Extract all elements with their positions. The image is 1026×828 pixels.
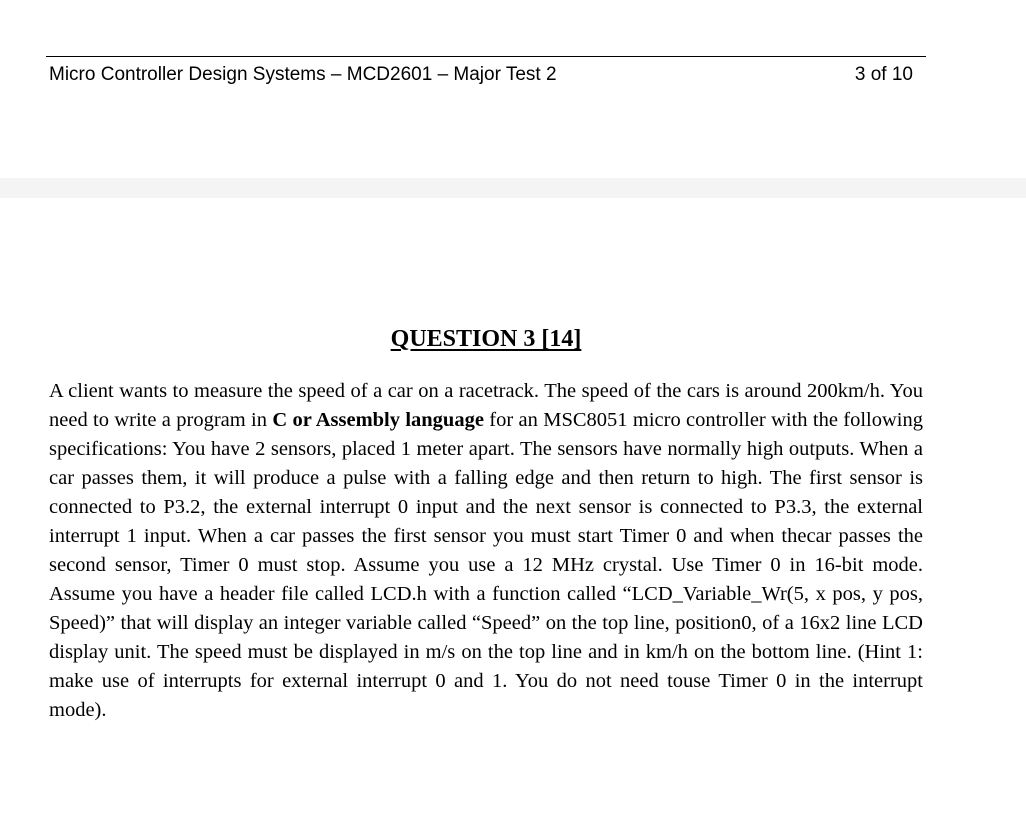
header-rule xyxy=(46,56,926,57)
question-title: QUESTION 3 [14] xyxy=(390,326,582,352)
page-separator xyxy=(0,178,1026,198)
question-body-emphasis: C or Assembly language xyxy=(272,409,484,431)
page-number: 3 of 10 xyxy=(854,64,913,85)
question-body-text-2: for an MSC8051 micro controller with the following specifications: You have 2 sensors, placed 1 meter apart. The sensors have normally high outputs. When a car passes them, it will produce a pulse with a falling edge and then return to high. The first sensor is connected to P3.2, the external interrupt 0 input and the next sensor is connected to P3.3, the external interrupt 1 input. When a car passes the first sensor you must start Timer 0 and when thecar passes the second sensor, Timer 0 must stop. Assume you use a 12 MHz crystal. Use Timer 0 in 16-bit mode. Assume you have a header file called LCD.h with a function called “LCD_Variable_Wr(5, x pos, y pos, Speed)” that will display an integer variable called “Speed” on the top line, position0, of a 16x2 line LCD display unit. The speed must be displayed in m/s on the top line and in km/h on the bottom line. (Hint 1: make use of interrupts for external interrupt 0 and 1. You do not need touse Timer 0 in the interrupt mode). xyxy=(49,409,923,721)
question-body xyxy=(49,377,923,725)
question-body-text-1: A client wants to measure the speed of a car on a racetrack. The speed of the cars is around 200km/h. You need to write a program in xyxy=(49,380,923,431)
course-title: Micro Controller Design Systems – MCD2601 – Major Test 2 xyxy=(49,64,557,85)
page-header xyxy=(49,64,913,90)
